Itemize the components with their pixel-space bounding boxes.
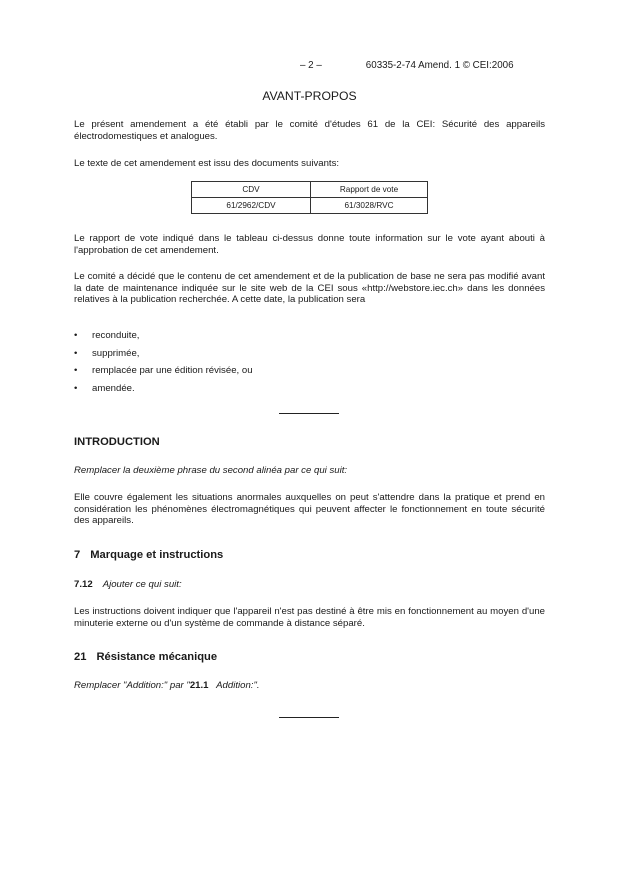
publication-options-list (74, 330, 545, 400)
section-7-number: 7 (74, 549, 81, 561)
table-cell-cdv: 61/2962/CDV (192, 198, 311, 214)
foreword-paragraph-2: Le texte de cet amendement est issu des documents suivants: (74, 158, 340, 169)
end-divider (279, 717, 339, 718)
section-divider (279, 413, 339, 414)
clause-7-12 (74, 579, 182, 590)
section-21-number: 21 (74, 651, 87, 663)
foreword-paragraph-3: Le rapport de vote indiqué dans le tableau ci-dessus donne toute information sur le vote ayant abouti à l'approbation de cet amendement. (74, 233, 545, 256)
table-header-cdv: CDV (192, 182, 311, 198)
section-21-title: Résistance mécanique (96, 651, 218, 663)
page-header (300, 60, 514, 71)
introduction-heading: INTRODUCTION (74, 436, 160, 448)
section-7-title: Marquage et instructions (90, 549, 224, 561)
list-item: • amendée. (74, 383, 545, 401)
list-item: • remplacée par une édition révisée, ou (74, 365, 545, 383)
section-21-instruction-pre: Remplacer "Addition:" par " (74, 680, 190, 691)
table-cell-vote-report: 61/3028/RVC (311, 198, 428, 214)
introduction-text: Elle couvre également les situations anormales auxquelles on peut s'attendre dans la pratique et prend en considération les phénomènes électromagnétiques qui peuvent affecter le fonctionnement en toute sécurité des appareils. (74, 492, 545, 526)
list-item: • supprimée, (74, 348, 545, 366)
voting-documents-table (191, 181, 428, 214)
document-reference: 60335-2-74 Amend. 1 © CEI:2006 (365, 60, 514, 71)
table-header-vote-report: Rapport de vote (311, 182, 428, 198)
section-7-heading (74, 549, 223, 561)
table-row (192, 198, 428, 214)
foreword-paragraph-1: Le présent amendement a été établi par le comité d'études 61 de la CEI: Sécurité des appareils électrodomestiques et analogues. (74, 119, 545, 142)
section-21-heading (74, 651, 217, 663)
clause-7-12-instruction: Ajouter ce qui suit: (102, 579, 182, 590)
introduction-instruction: Remplacer la deuxième phrase du second alinéa par ce qui suit: (74, 465, 348, 476)
page-number: – 2 – (300, 60, 322, 71)
section-21-instruction (74, 680, 260, 691)
section-21-clause-ref: 21.1 (189, 680, 209, 691)
foreword-paragraph-4: Le comité a décidé que le contenu de cet amendement et de la publication de base ne sera pas modifié avant la date de maintenance indiquée sur le site web de la CEI sous «http://webstore.iec.ch» dans les données relatives à la publication recherchée. A cette date, la publication sera (74, 271, 545, 305)
clause-7-12-number: 7.12 (74, 579, 93, 590)
section-7-text: Les instructions doivent indiquer que l'appareil n'est pas destiné à être mis en fonctionnement au moyen d'une minuterie externe ou d'un système de commande à distance séparé. (74, 606, 545, 629)
list-item: • reconduite, (74, 330, 545, 348)
foreword-title: AVANT-PROPOS (262, 89, 357, 103)
table-header-row (192, 182, 428, 198)
section-21-instruction-post: Addition:". (208, 680, 260, 691)
